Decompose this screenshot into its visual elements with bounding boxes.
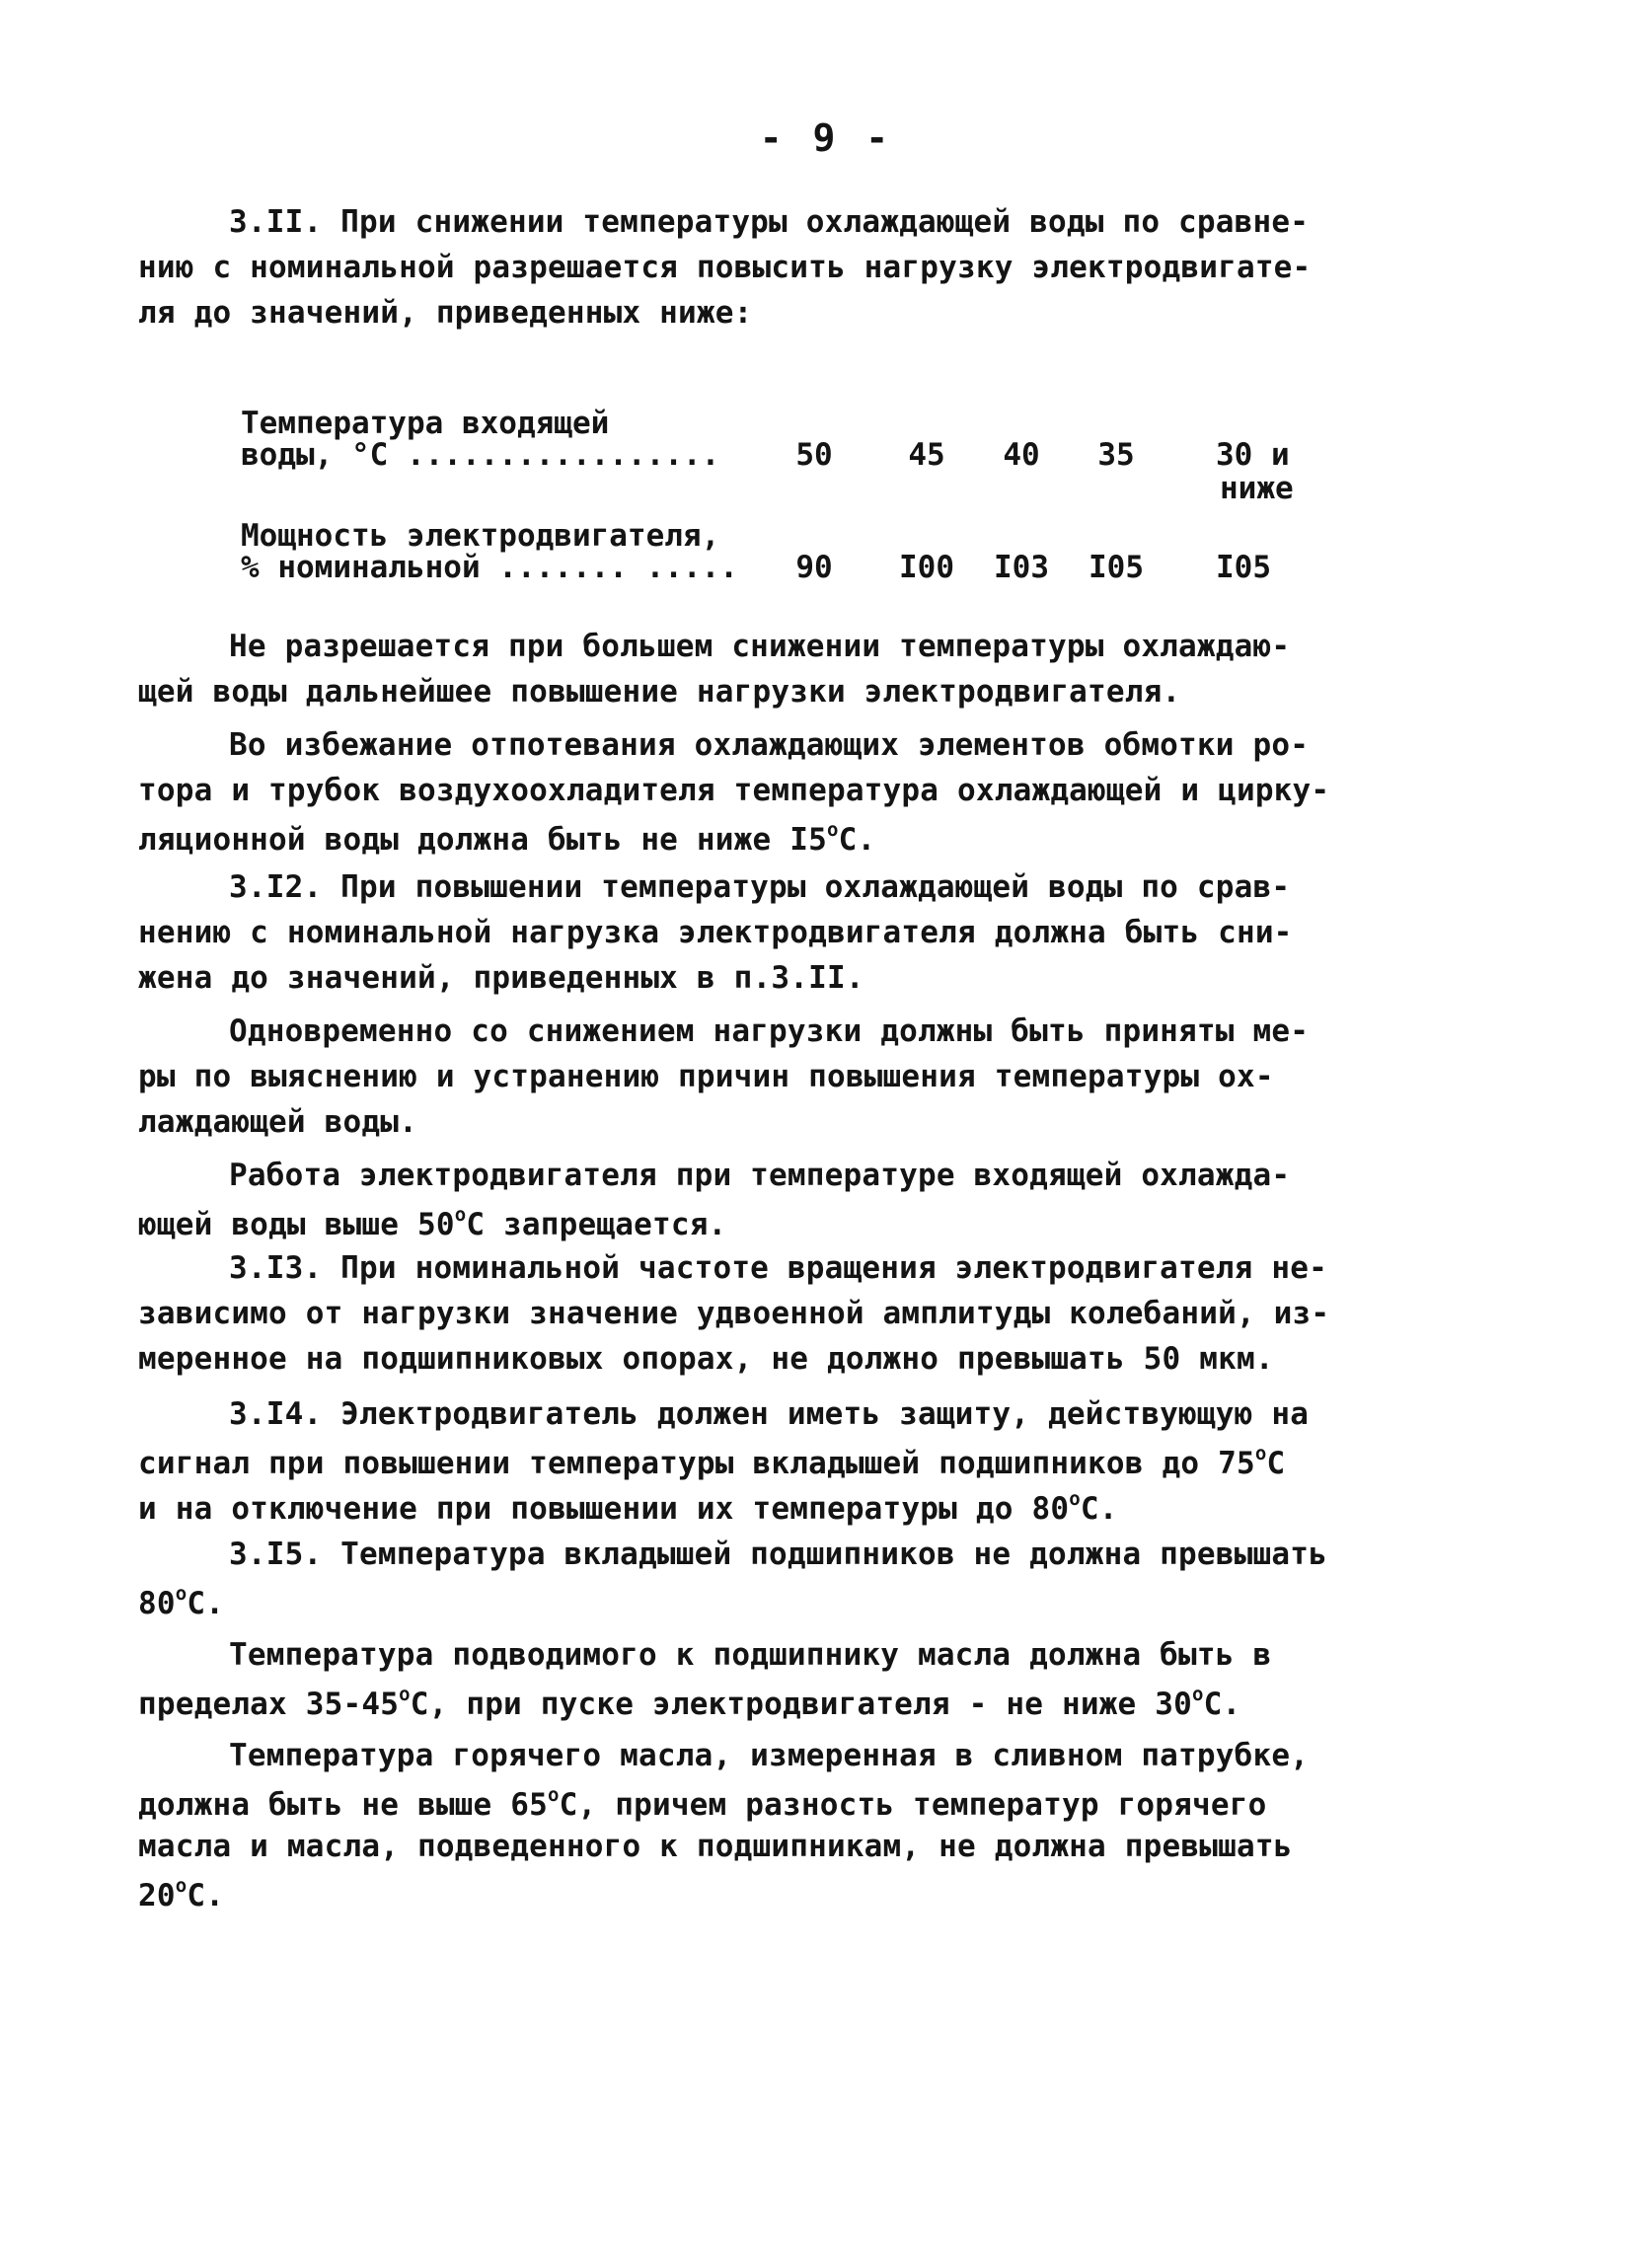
paragraph-line: 80$^o$С. [138, 1583, 225, 1621]
table-cell: I05 [1089, 550, 1144, 585]
table-cell: 45 [908, 437, 945, 473]
paragraph-line: зависимо от нагрузки значение удвоенной амплитуды колебаний, из- [138, 1296, 1330, 1331]
degree-mark: o [399, 1684, 411, 1705]
row-power-label-1: Мощность электродвигателя, [241, 518, 720, 554]
paragraph-line: ющей воды выше 50$^o$С запрещается. [138, 1204, 727, 1242]
paragraph-line: Температура подводимого к подшипнику масла должна быть в [229, 1637, 1272, 1673]
paragraph-line: лаждающей воды. [138, 1104, 417, 1140]
table-cell: I00 [899, 550, 954, 585]
paragraph-line: меренное на подшипниковых опорах, не должно превышать 50 мкм. [138, 1341, 1274, 1377]
paragraph-line: щей воды дальнейшее повышение нагрузки электродвигателя. [138, 674, 1181, 710]
paragraph-line: жена до значений, приведенных в п.3.II. [138, 960, 864, 996]
paragraph-line: Не разрешается при большем снижении температуры охлаждаю- [229, 629, 1291, 664]
paragraph-line: Во избежание отпотевания охлаждающих элементов обмотки ро- [229, 727, 1310, 763]
table-cell: 40 [1003, 437, 1040, 473]
table-cell: I03 [994, 550, 1049, 585]
paragraph-line: 3.I5. Температура вкладышей подшипников не должна превышать [229, 1537, 1327, 1572]
section-3-11-line-3: ля до значений, приведенных ниже: [138, 295, 753, 331]
table-cell: 50 [795, 437, 833, 473]
row-power-label-2: % номинальной ....... ..... [241, 550, 738, 585]
row-temperature-label-1: Температура входящей [241, 406, 610, 441]
paragraph-line: ляционной воды должна быть не ниже I5$^o$С. [138, 819, 876, 858]
paragraph-line: должна быть не выше 65$^o$С, причем разность температур горячего [138, 1784, 1267, 1823]
paragraph-line: ры по выяснению и устранению причин повышения температуры ох- [138, 1059, 1274, 1094]
degree-mark: o [826, 819, 839, 841]
paragraph-line: пределах 35-45$^o$С, при пуске электродвигателя - не ниже 30$^o$С. [138, 1684, 1241, 1722]
paragraph-line: Одновременно со снижением нагрузки должны быть приняты ме- [229, 1013, 1310, 1049]
paragraph-line: масла и масла, подведенного к подшипникам, не должна превышать [138, 1829, 1293, 1864]
paragraph-line: и на отключение при повышении их температуры до 80$^o$С. [138, 1488, 1118, 1527]
degree-mark: o [175, 1583, 188, 1605]
table-cell: 30 и [1216, 437, 1290, 473]
section-3-11-line-2: нию с номинальной разрешается повысить нагрузку электродвигате- [138, 250, 1312, 285]
table-cell: 90 [795, 550, 833, 585]
section-3-11-line-1: 3.II. При снижении температуры охлаждающей воды по сравне- [229, 204, 1310, 240]
degree-mark: o [1069, 1488, 1081, 1510]
table-cell: 35 [1097, 437, 1135, 473]
paragraph-line: нению с номинальной нагрузка электродвигателя должна быть сни- [138, 915, 1293, 950]
table-cell: I05 [1216, 550, 1271, 585]
table-cell-note: ниже [1220, 471, 1294, 506]
paragraph-line: 3.I3. При номинальной частоте вращения электродвигателя не- [229, 1250, 1327, 1286]
paragraph-line: 20$^o$С. [138, 1875, 225, 1913]
degree-mark: o [1254, 1443, 1267, 1464]
page-number: - 9 - [759, 116, 893, 160]
paragraph-line: 3.I2. При повышении температуры охлаждающей воды по срав- [229, 869, 1291, 905]
degree-mark: o [1192, 1684, 1204, 1705]
paragraph-line: тора и трубок воздухоохладителя температура охлаждающей и цирку- [138, 773, 1330, 808]
paragraph-line: Работа электродвигателя при температуре входящей охлажда- [229, 1158, 1291, 1193]
paragraph-line: сигнал при повышении температуры вкладышей подшипников до 75$^o$С [138, 1443, 1286, 1481]
paragraph-line: 3.I4. Электродвигатель должен иметь защиту, действующую на [229, 1396, 1310, 1432]
degree-mark: o [175, 1875, 188, 1897]
paragraph-line: Температура горячего масла, измеренная в сливном патрубке, [229, 1738, 1310, 1773]
degree-mark: o [548, 1784, 560, 1806]
degree-mark: o [454, 1204, 467, 1226]
row-temperature-label-2: воды, °С ................. [241, 437, 720, 473]
